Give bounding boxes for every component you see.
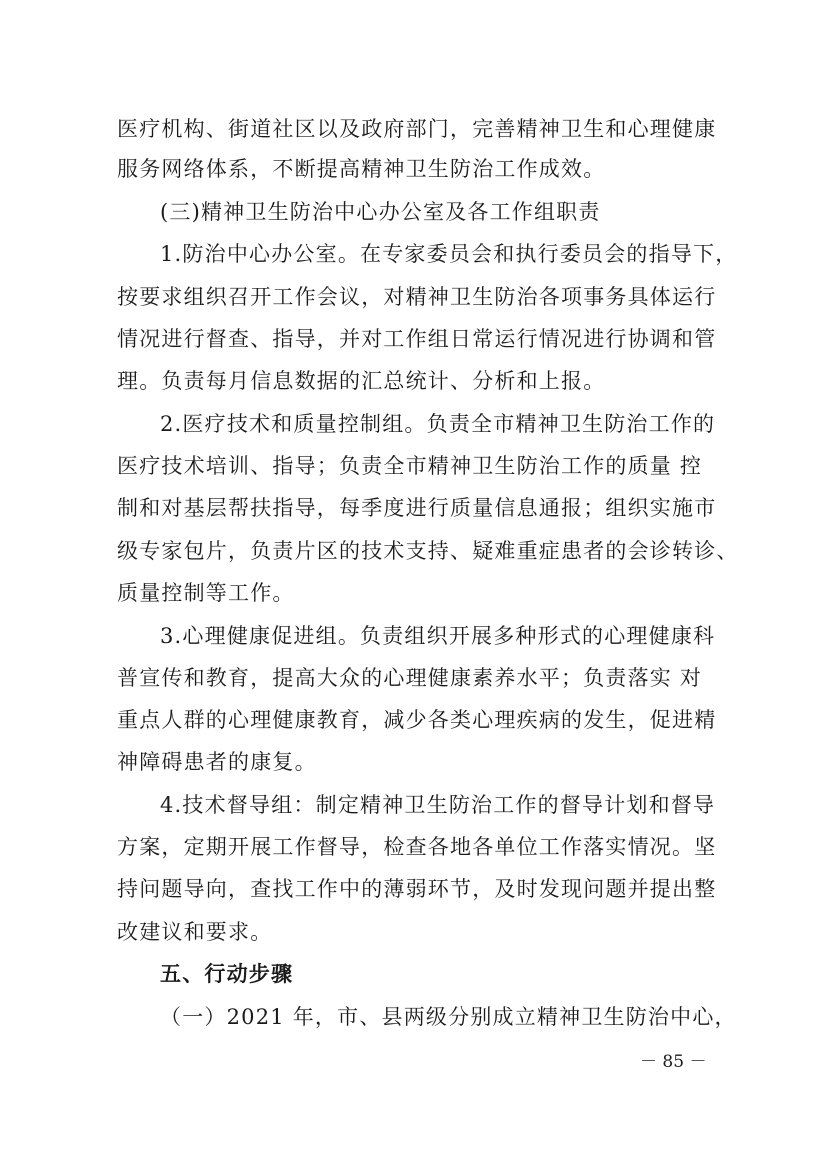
paragraph-line: 重点人群的心理健康教育，减少各类心理疾病的发生，促进精 xyxy=(117,708,717,732)
paragraph-line: 方案，定期开展工作督导，检查各地各单位工作落实情况。坚 xyxy=(117,835,717,859)
paragraph-line: 改建议和要求。 xyxy=(117,920,273,944)
page-number: － 85 － xyxy=(640,1052,707,1072)
paragraph-line: 服务网络体系，不断提高精神卫生防治工作成效。 xyxy=(117,157,606,181)
paragraph-line: 医疗技术培训、指导；负责全市精神卫生防治工作的质量 控 xyxy=(117,454,703,478)
section-heading: (三)精神卫生防治中心办公室及各工作组职责 xyxy=(160,200,601,224)
paragraph-line: 1.防治中心办公室。在专家委员会和执行委员会的指导下， xyxy=(160,242,738,266)
paragraph-line: 神障碍患者的康复。 xyxy=(117,750,317,774)
paragraph-line: 持问题导向，查找工作中的薄弱环节，及时发现问题并提出整 xyxy=(117,877,717,901)
paragraph-line: 4.技术督导组：制定精神卫生防治工作的督导计划和督导 xyxy=(160,793,716,817)
paragraph-line: 质量控制等工作。 xyxy=(117,581,295,605)
section-heading: 五、行动步骤 xyxy=(160,962,294,986)
paragraph-line: 情况进行督查、指导，并对工作组日常运行情况进行协调和管 xyxy=(117,327,717,351)
paragraph-line: 3.心理健康促进组。负责组织开展多种形式的心理健康科 xyxy=(160,624,716,648)
paragraph-line: 按要求组织召开工作会议，对精神卫生防治各项事务具体运行 xyxy=(117,285,717,309)
paragraph-line: 普宣传和教育，提高大众的心理健康素养水平；负责落实 对 xyxy=(117,666,703,690)
paragraph-line: 制和对基层帮扶指导，每季度进行质量信息通报；组织实施市 xyxy=(117,496,717,520)
paragraph-line: 理。负责每月信息数据的汇总统计、分析和上报。 xyxy=(117,369,606,393)
paragraph-line: （一）2021 年，市、县两级分别成立精神卫生防治中心， xyxy=(160,1005,737,1029)
paragraph-line: 级专家包片，负责片区的技术支持、疑难重症患者的会诊转诊、 xyxy=(117,539,739,563)
paragraph-line: 医疗机构、街道社区以及政府部门，完善精神卫生和心理健康 xyxy=(117,117,717,141)
paragraph-line: 2.医疗技术和质量控制组。负责全市精神卫生防治工作的 xyxy=(160,412,716,436)
